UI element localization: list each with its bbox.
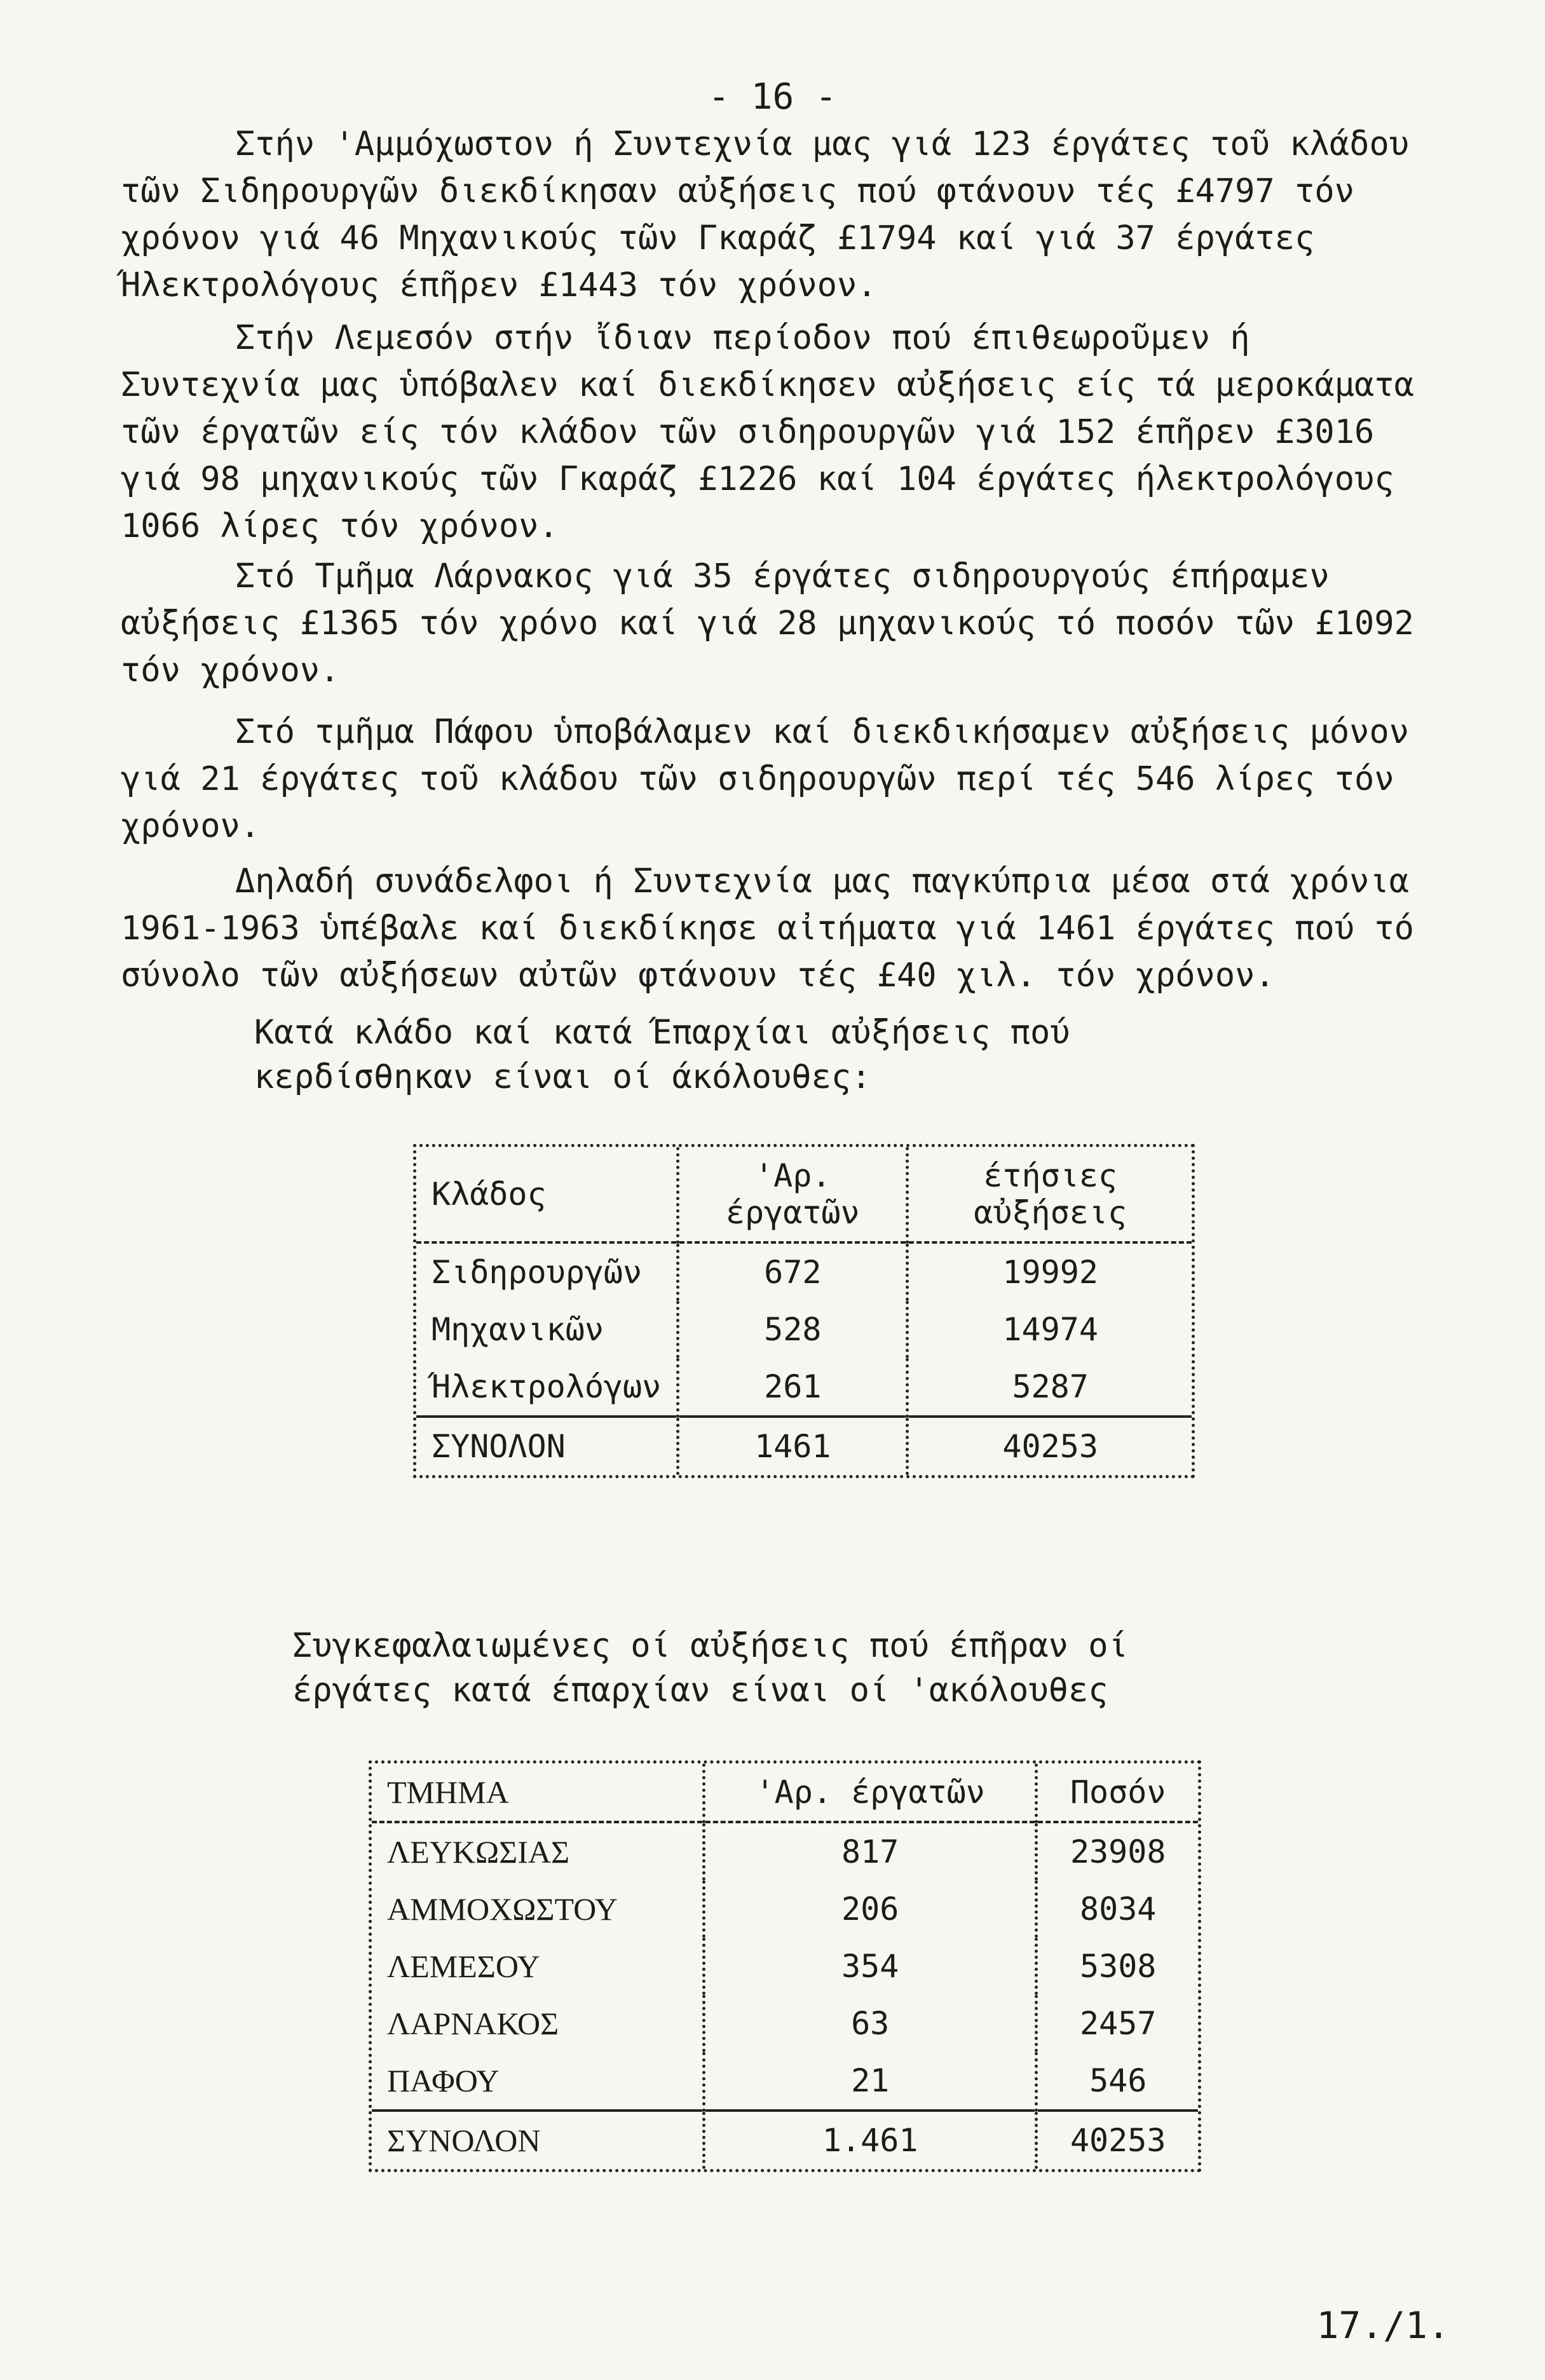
page-number: - 16 - [708,76,837,118]
table-header-row [372,1764,1198,1822]
header-district: ΤΜΗΜΑ [387,1774,509,1810]
amount-cell: 5287 [908,1358,1192,1417]
continuation-page-ref: 17./1. [1316,2304,1450,2347]
amount-cell: 5308 [1037,1938,1198,1995]
table-row [416,1301,1192,1358]
branch-increases-table [413,1144,1195,1478]
amount-cell: 23908 [1037,1822,1198,1880]
header-branch: Κλάδος [432,1176,547,1213]
workers-cell: 206 [704,1880,1037,1938]
table-total-row [372,2111,1198,2169]
table-row [372,1822,1198,1880]
district-cell: ΛΕΥΚΩΣΙΑΣ [387,1834,570,1870]
table-row [416,1358,1192,1417]
district-cell: ΠΑΦΟΥ [387,2063,500,2098]
total-workers: 1461 [678,1417,908,1475]
workers-cell: 354 [704,1938,1037,1995]
district-cell: ΑΜΜΟΧΩΣΤΟΥ [387,1891,618,1927]
total-workers: 1.461 [704,2111,1037,2169]
district-increases-table [369,1760,1201,2172]
paragraph-pafos: Στό τμῆμα Πάφου ὑποβάλαμεν καί διεκδικήσαμεν αὐξήσεις μόνον γιά 21 έργάτες τοῦ κλάδου τῶν σιδηρουργῶν περί τές 546 λίρες τόν χρόνον. [121,713,1410,845]
district-cell: ΛΕΜΕΣΟΥ [387,1948,540,1984]
table-total-row [416,1417,1192,1475]
table-row [372,1880,1198,1938]
branch-cell: Μηχανικῶν [432,1311,604,1348]
workers-cell: 528 [678,1301,908,1358]
amount-cell: 546 [1037,2052,1198,2111]
total-amount: 40253 [908,1417,1192,1475]
total-label: ΣΥΝΟΛΟΝ [387,2123,541,2158]
workers-cell: 261 [678,1358,908,1417]
amount-cell: 2457 [1037,1995,1198,2052]
table1-caption: Κατά κλάδο καί κατά Έπαρχίαι αὐξήσεις πού κερδίσθηκαν είναι οί άκόλουθες: [254,1014,1070,1096]
amount-cell: 8034 [1037,1880,1198,1938]
total-amount: 40253 [1037,2111,1198,2169]
paragraph-summary: Δηλαδή συνάδελφοι ή Συντεχνία μας παγκύπρια μέσα στά χρόνια 1961-1963 ὑπέβαλε καί διεκδίκησε αἰτήματα γιά 1461 έργάτες πού τό σύνολο τῶν αὐξήσεων αὐτῶν φτάνουν τές £40 χιλ. τόν χρόνον. [121,862,1414,995]
table-header-row [416,1147,1192,1242]
table2-caption: Συγκεφαλαιωμένες οί αὐξήσεις πού έπῆραν οί έργάτες κατά έπαρχίαν είναι οί 'ακόλουθες [292,1627,1128,1710]
table-row [372,2052,1198,2111]
table-row [416,1242,1192,1301]
amount-cell: 19992 [908,1242,1192,1301]
branch-cell: Ήλεκτρολόγων [432,1368,662,1405]
branch-cell: Σιδηρουργῶν [432,1254,643,1291]
header-annual-increases: έτήσιες αὐξήσεις [908,1147,1192,1242]
workers-cell: 21 [704,2052,1037,2111]
workers-cell: 817 [704,1822,1037,1880]
paragraph-lemesos: Στήν Λεμεσόν στήν ἴδιαν περίοδον πού έπιθεωροῦμεν ή Συντεχνία μας ὑπόβαλεν καί διεκδίκησεν αὐξήσεις είς τά μεροκάματα τῶν έργατῶν είς τόν κλάδον τῶν σιδηρουργῶν γιά 152 έπῆρεν £3016 γιά 98 μηχανικούς τῶν Γκαράζ £1226 καί 104 έργάτες ήλεκτρολόγους 1066 λίρες τόν χρόνον. [121,319,1414,545]
header-amount: Ποσόν [1037,1764,1198,1822]
workers-cell: 672 [678,1242,908,1301]
district-cell: ΛΑΡΝΑΚΟΣ [387,2006,559,2041]
total-label: ΣΥΝΟΛΟΝ [432,1428,566,1465]
workers-cell: 63 [704,1995,1037,2052]
paragraph-ammochostos: Στήν 'Αμμόχωστον ή Συντεχνία μας γιά 123 έργάτες τοῦ κλάδου τῶν Σιδηρουργῶν διεκδίκησαν αὐξήσεις πού φτάνουν τές £4797 τόν χρόνον γιά 46 Μηχανικούς τῶν Γκαράζ £1794 καί γιά 37 έργάτες Ήλεκτρολόγους έπῆρεν £1443 τόν χρόνον. [121,125,1410,304]
paragraph-larnaka: Στό Τμῆμα Λάρνακος γιά 35 έργάτες σιδηρουργούς έπήραμεν αὐξήσεις £1365 τόν χρόνο καί γιά 28 μηχανικούς τό ποσόν τῶν £1092 τόν χρόνον. [121,557,1414,690]
amount-cell: 14974 [908,1301,1192,1358]
table-row [372,1995,1198,2052]
header-workers: 'Αρ. έργατῶν [678,1147,908,1242]
table-row [372,1938,1198,1995]
header-workers: 'Αρ. έργατῶν [704,1764,1037,1822]
